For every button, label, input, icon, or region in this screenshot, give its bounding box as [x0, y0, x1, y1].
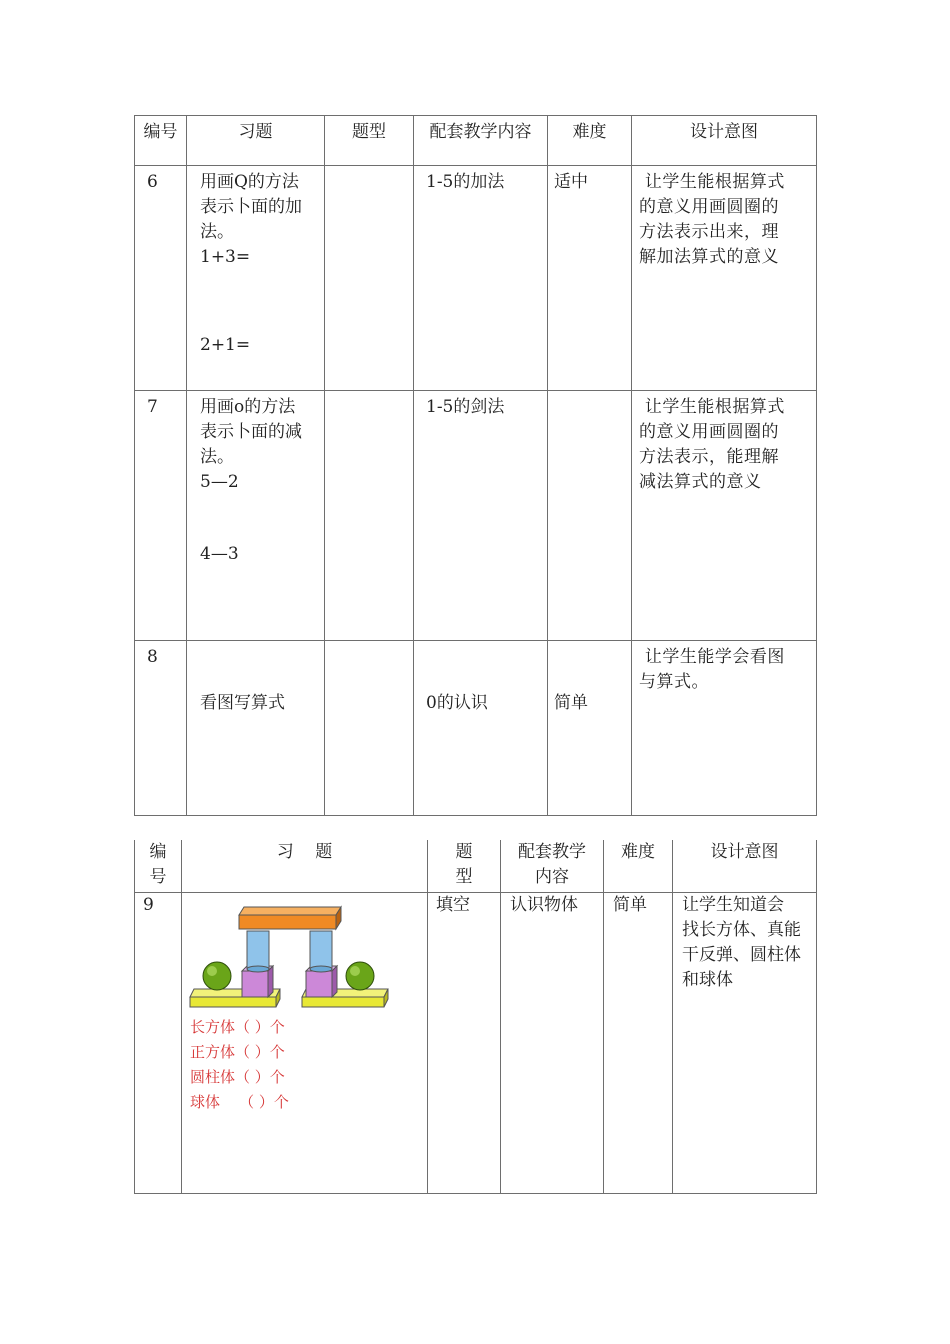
content-cell: 1-5的剑法 [414, 391, 548, 641]
content-cell: 认识物体 [501, 892, 604, 1193]
intent-cell [632, 166, 817, 391]
intent-line: 方法表示，能理解 [639, 447, 779, 467]
fill-line-sphere: 球体 （ ）个 [190, 1092, 289, 1111]
equation: 1+3= [200, 247, 251, 267]
header-problem: 习 题 [182, 840, 428, 892]
top-cuboid [239, 907, 341, 929]
table-row [135, 641, 817, 816]
intent-cell [673, 892, 817, 1193]
type-cell: 填空 [428, 892, 501, 1193]
header-type [428, 840, 501, 892]
intent-line: 解加法算式的意义 [639, 247, 779, 267]
table-row [135, 166, 817, 391]
type-cell [325, 391, 414, 641]
intent-line: 的意义用画圆圈的 [639, 422, 779, 442]
content-cell: 1-5的加法 [414, 166, 548, 391]
table-header-row [135, 116, 817, 166]
intent-cell [632, 641, 817, 816]
header-difficulty: 难度 [548, 116, 632, 166]
problem-line: 表示卜面的减 [200, 422, 302, 442]
intent-line: 干反弹、圆柱体 [682, 944, 801, 965]
intent-line: 让学生能根据算式 [639, 172, 785, 192]
content-cell: 0的认识 [414, 641, 548, 816]
fill-in-questions [182, 1015, 421, 1115]
intent-cell [632, 391, 817, 641]
intent-line: 和球体 [682, 969, 733, 990]
drawing-space [200, 495, 318, 542]
fill-line-cuboid: 长方体（ ）个 [190, 1017, 285, 1036]
equation: 4—3 [200, 544, 239, 564]
difficulty-cell: 简单 [604, 892, 673, 1193]
header-content-line: 内容 [535, 867, 569, 887]
intent-line: 让学生知道会 [682, 894, 784, 915]
problem-cell [187, 391, 325, 641]
problem-cell [187, 166, 325, 391]
header-content-line: 配套教学 [518, 842, 586, 862]
left-sphere [203, 962, 231, 990]
difficulty-cell: 适中 [548, 166, 632, 391]
intent-line: 与算式。 [639, 672, 709, 692]
intent-line: 减法算式的意义 [639, 472, 762, 492]
problem-line: 用画o的方法 [200, 397, 296, 417]
drawing-space [200, 270, 318, 333]
row-number: 8 [135, 641, 187, 816]
header-type: 题型 [325, 116, 414, 166]
fill-line-cube: 正方体（ ）个 [190, 1042, 285, 1061]
problem-line: 法。 [200, 222, 234, 242]
problem-line: 表示卜面的加 [200, 197, 302, 217]
header-type-line: 型 [455, 867, 473, 887]
header-intent: 设计意图 [673, 840, 817, 892]
header-number: 编号 [135, 116, 187, 166]
intent-line: 找长方体、真能 [682, 919, 801, 940]
exercise-table-2 [134, 840, 817, 1194]
problem-line: 用画Q的方法 [200, 172, 299, 192]
exercise-table-1 [134, 115, 817, 816]
header-type-line: 题 [455, 842, 473, 862]
intent-line: 的意义用画圆圈的 [639, 197, 779, 217]
equation: 5—2 [200, 472, 239, 492]
problem-cell [182, 892, 428, 1193]
row-number: 6 [135, 166, 187, 391]
header-number-line: 号 [149, 867, 167, 887]
difficulty-cell [548, 391, 632, 641]
header-number-line: 编 [149, 842, 167, 862]
table-row [135, 892, 817, 1193]
difficulty-cell: 简单 [548, 641, 632, 816]
fill-line-cylinder: 圆柱体（ ）个 [190, 1067, 285, 1086]
header-intent: 设计意图 [632, 116, 817, 166]
intent-line: 让学生能学会看图 [639, 647, 785, 667]
equation: 2+1= [200, 335, 251, 355]
row-number: 7 [135, 391, 187, 641]
problem-line: 法。 [200, 447, 234, 467]
header-number [135, 840, 182, 892]
header-content: 配套教学内容 [414, 116, 548, 166]
intent-line: 让学生能根据算式 [639, 397, 785, 417]
table-row [135, 391, 817, 641]
header-problem: 习题 [187, 116, 325, 166]
right-cylinder [310, 931, 332, 972]
type-cell [325, 641, 414, 816]
row-number: 9 [135, 892, 182, 1193]
blocks-illustration [182, 893, 428, 1015]
header-difficulty: 难度 [604, 840, 673, 892]
intent-line: 方法表示出来，理 [639, 222, 779, 242]
problem-cell: 看图写算式 [187, 641, 325, 816]
right-sphere [346, 962, 374, 990]
type-cell [325, 166, 414, 391]
table-header-row [135, 840, 817, 892]
left-cylinder [247, 931, 269, 972]
header-content [501, 840, 604, 892]
